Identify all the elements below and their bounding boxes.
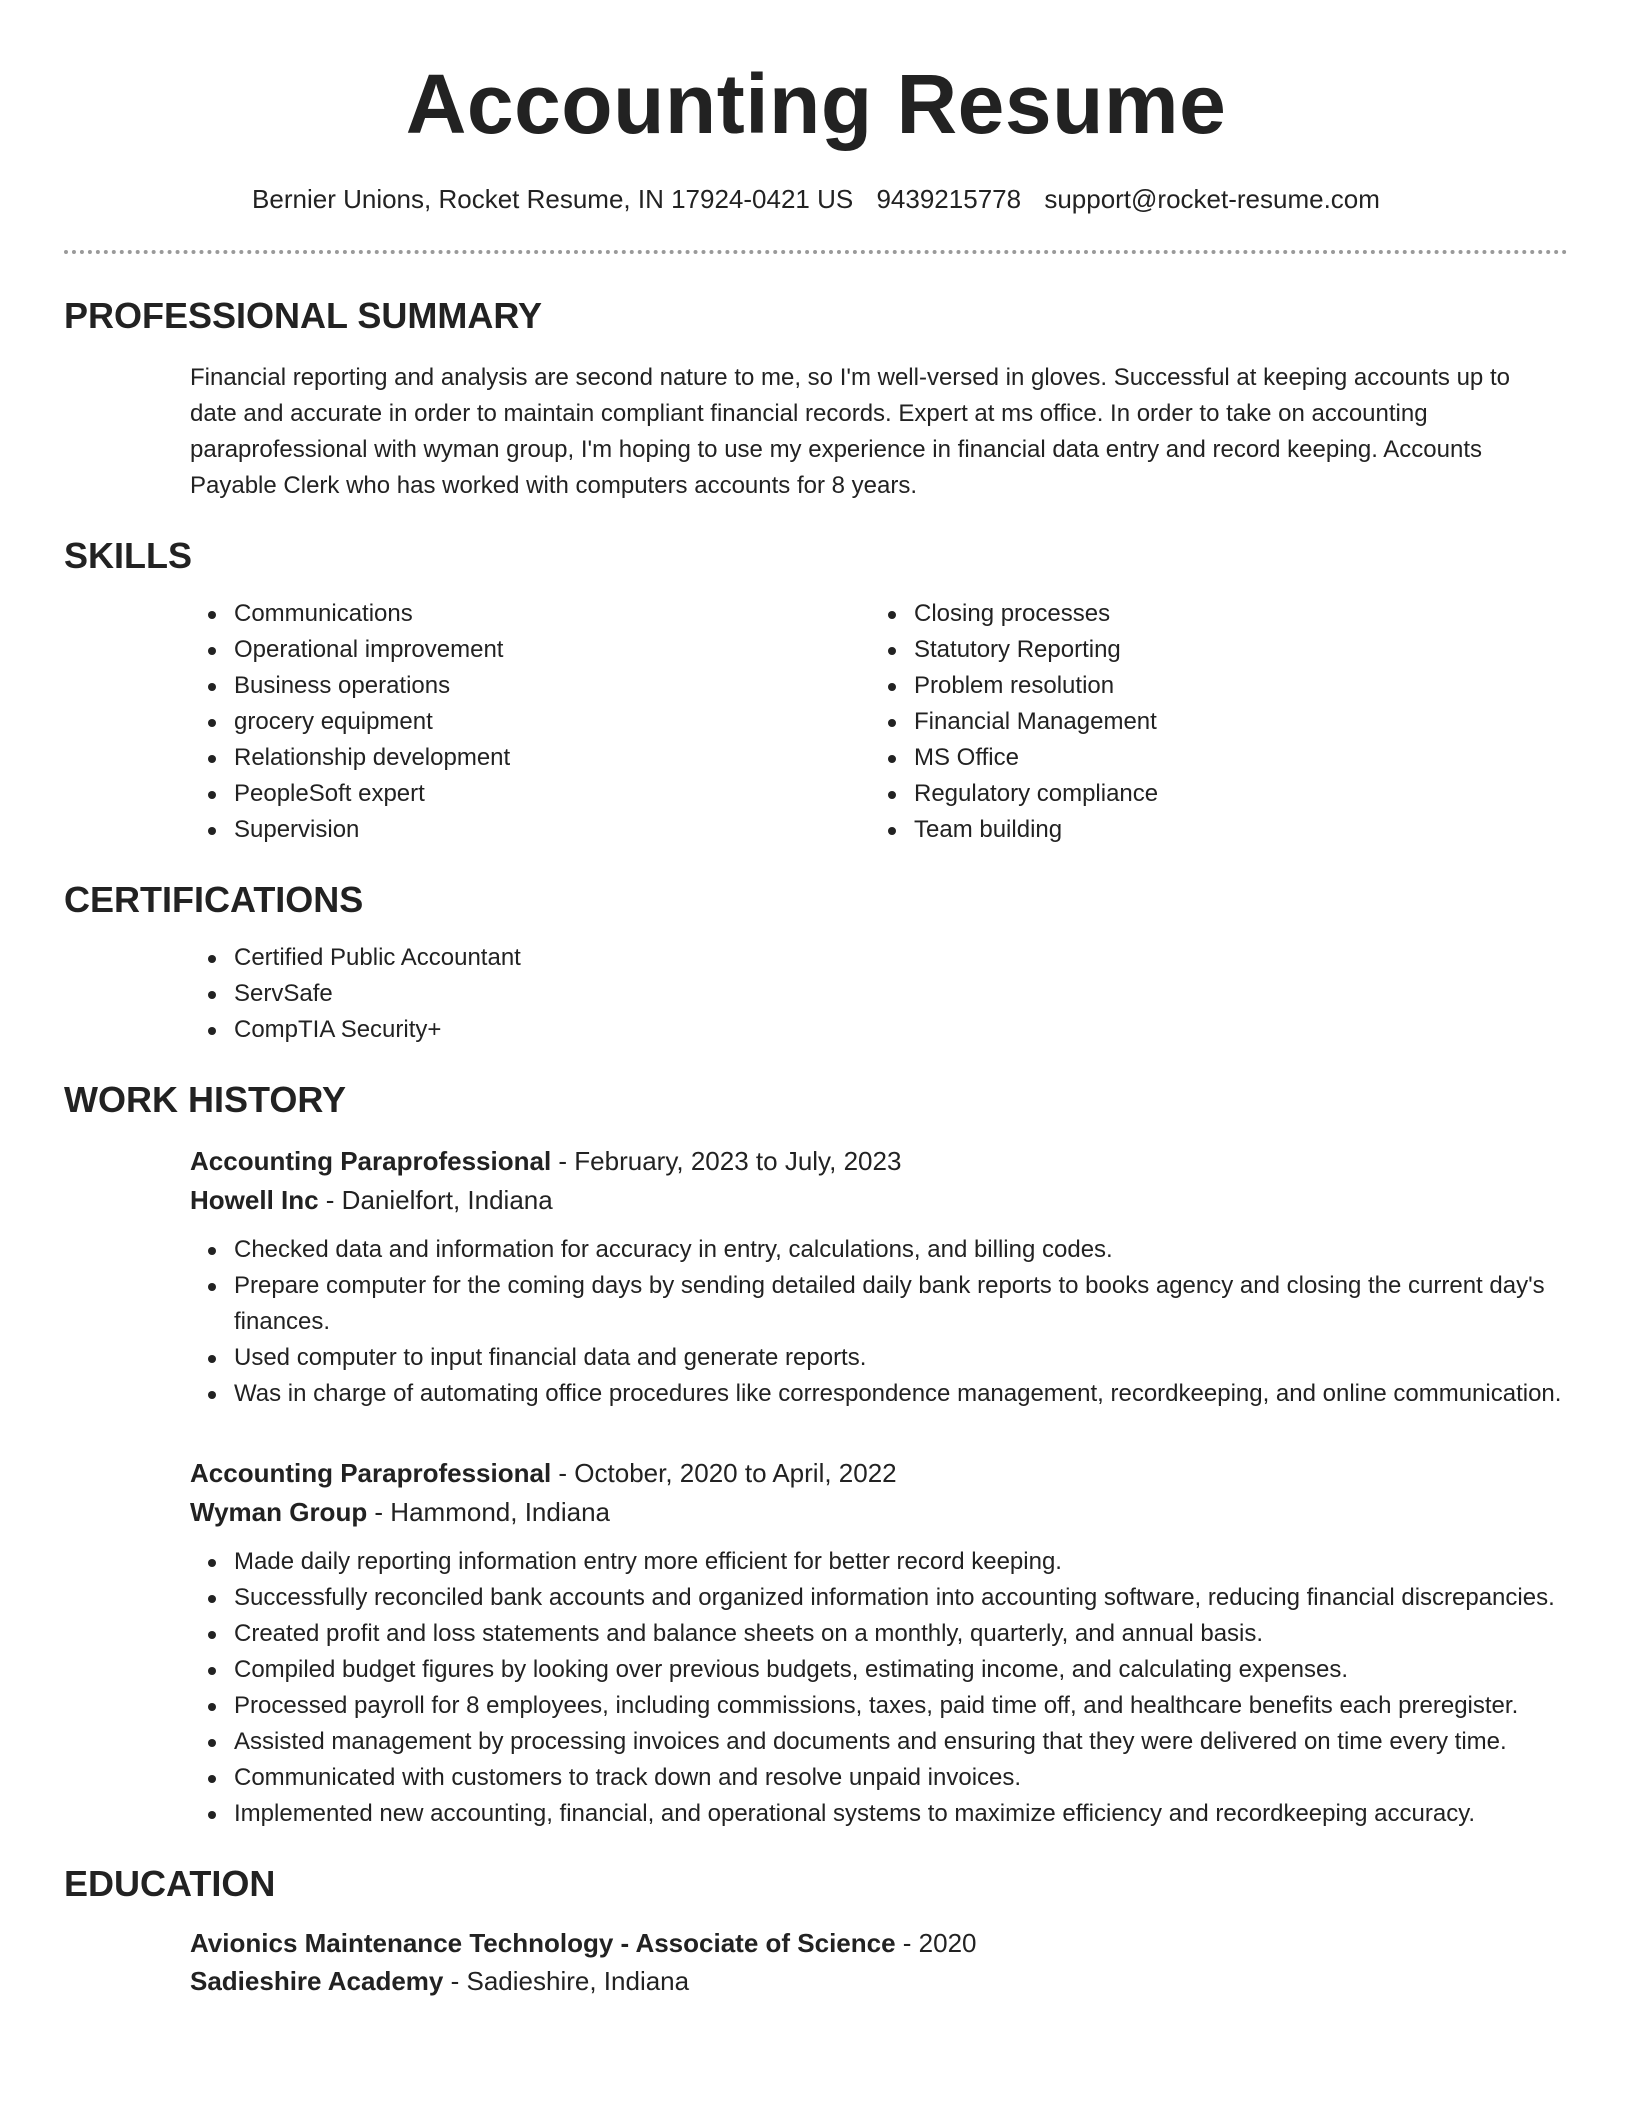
job-title-line bbox=[190, 1454, 1568, 1493]
job-duty: Compiled budget figures by looking over previous budgets, estimating income, and calculating expenses. bbox=[234, 1652, 1568, 1688]
skill-item: Team building bbox=[914, 812, 1550, 848]
skill-item: Relationship development bbox=[234, 740, 870, 776]
education-section bbox=[64, 1862, 1568, 2000]
job-entry bbox=[190, 1142, 1568, 1412]
skill-item: grocery equipment bbox=[234, 704, 870, 740]
contact-email: support@rocket-resume.com bbox=[1044, 184, 1380, 214]
job-duty: Implemented new accounting, financial, and operational systems to maximize efficiency and recordkeeping accuracy. bbox=[234, 1796, 1568, 1832]
job-duties bbox=[190, 1232, 1568, 1412]
job-duties bbox=[190, 1544, 1568, 1832]
skill-item: Operational improvement bbox=[234, 632, 870, 668]
skill-item: Supervision bbox=[234, 812, 870, 848]
certifications-heading: CERTIFICATIONS bbox=[64, 879, 364, 920]
skills-heading: SKILLS bbox=[64, 535, 193, 576]
job-duty: Processed payroll for 8 employees, including commissions, taxes, paid time off, and healthcare benefits each preregister. bbox=[234, 1688, 1568, 1724]
skills-grid bbox=[190, 596, 1568, 848]
job-duty: Assisted management by processing invoices and documents and ensuring that they were delivered on time every time. bbox=[234, 1724, 1568, 1760]
job-title-line bbox=[190, 1142, 1568, 1181]
summary-heading: PROFESSIONAL SUMMARY bbox=[64, 295, 543, 336]
certification-item: Certified Public Accountant bbox=[234, 940, 1568, 976]
job-duty: Successfully reconciled bank accounts and organized information into accounting software, reducing financial discrepancies. bbox=[234, 1580, 1568, 1616]
certification-item: ServSafe bbox=[234, 976, 1568, 1012]
job-company-line bbox=[190, 1493, 1568, 1532]
education-entry bbox=[190, 1924, 1568, 2000]
education-heading: EDUCATION bbox=[64, 1863, 276, 1904]
skill-item: Closing processes bbox=[914, 596, 1550, 632]
contact-phone: 9439215778 bbox=[876, 184, 1022, 214]
summary-text: Financial reporting and analysis are second nature to me, so I'm well-versed in gloves. Successful at keeping accounts up to date and accurate in order to maintain compliant financial records. Expert at ms office. In order to take on accounting paraprofessional with wyman group, I'm hoping to use my experience in financial data entry and record keeping. Accounts Payable Clerk who has worked with computers accounts for 8 years. bbox=[190, 364, 1510, 499]
education-degree: Avionics Maintenance Technology - Associate of Science bbox=[190, 1928, 896, 1958]
skill-item: Regulatory compliance bbox=[914, 776, 1550, 812]
skill-item: Problem resolution bbox=[914, 668, 1550, 704]
skill-item: Statutory Reporting bbox=[914, 632, 1550, 668]
skill-item: PeopleSoft expert bbox=[234, 776, 870, 812]
certifications-section bbox=[64, 878, 1568, 1048]
job-company: Wyman Group bbox=[190, 1497, 368, 1527]
work-history-section bbox=[64, 1078, 1568, 1832]
skill-item: MS Office bbox=[914, 740, 1550, 776]
job-location: - Hammond, Indiana bbox=[367, 1497, 610, 1527]
skills-column-right bbox=[870, 596, 1550, 848]
summary-section bbox=[64, 294, 1568, 504]
education-location: - Sadieshire, Indiana bbox=[443, 1966, 690, 1996]
work-history-heading: WORK HISTORY bbox=[64, 1079, 347, 1120]
certification-item: CompTIA Security+ bbox=[234, 1012, 1568, 1048]
certifications-list bbox=[190, 940, 1568, 1048]
education-year: - 2020 bbox=[895, 1928, 977, 1958]
job-entry bbox=[190, 1454, 1568, 1832]
job-duty: Was in charge of automating office procedures like correspondence management, recordkeeping, and online communication. bbox=[234, 1376, 1568, 1412]
job-duty: Made daily reporting information entry more efficient for better record keeping. bbox=[234, 1544, 1568, 1580]
education-degree-line bbox=[190, 1924, 1568, 1962]
job-location: - Danielfort, Indiana bbox=[318, 1185, 553, 1215]
skill-item: Financial Management bbox=[914, 704, 1550, 740]
job-duty: Created profit and loss statements and balance sheets on a monthly, quarterly, and annual basis. bbox=[234, 1616, 1568, 1652]
job-duty: Checked data and information for accuracy in entry, calculations, and billing codes. bbox=[234, 1232, 1568, 1268]
resume-page bbox=[64, 0, 1568, 2000]
contact-line bbox=[64, 182, 1568, 216]
job-duty: Prepare computer for the coming days by sending detailed daily bank reports to books agency and closing the current day's finances. bbox=[234, 1268, 1568, 1340]
resume-title: Accounting Resume bbox=[405, 57, 1227, 151]
job-company-line bbox=[190, 1181, 1568, 1220]
job-role: Accounting Paraprofessional bbox=[190, 1146, 552, 1176]
skills-column-left bbox=[190, 596, 870, 848]
job-duty: Used computer to input financial data and generate reports. bbox=[234, 1340, 1568, 1376]
job-duty: Communicated with customers to track down and resolve unpaid invoices. bbox=[234, 1760, 1568, 1796]
skills-section bbox=[64, 534, 1568, 848]
contact-address: Bernier Unions, Rocket Resume, IN 17924-0421 US bbox=[252, 184, 854, 214]
header-divider bbox=[64, 250, 1568, 254]
job-role: Accounting Paraprofessional bbox=[190, 1458, 552, 1488]
job-dates: - February, 2023 to July, 2023 bbox=[551, 1146, 902, 1176]
skill-item: Business operations bbox=[234, 668, 870, 704]
education-school: Sadieshire Academy bbox=[190, 1966, 444, 1996]
job-dates: - October, 2020 to April, 2022 bbox=[551, 1458, 897, 1488]
education-school-line bbox=[190, 1962, 1568, 2000]
job-company: Howell Inc bbox=[190, 1185, 319, 1215]
skill-item: Communications bbox=[234, 596, 870, 632]
